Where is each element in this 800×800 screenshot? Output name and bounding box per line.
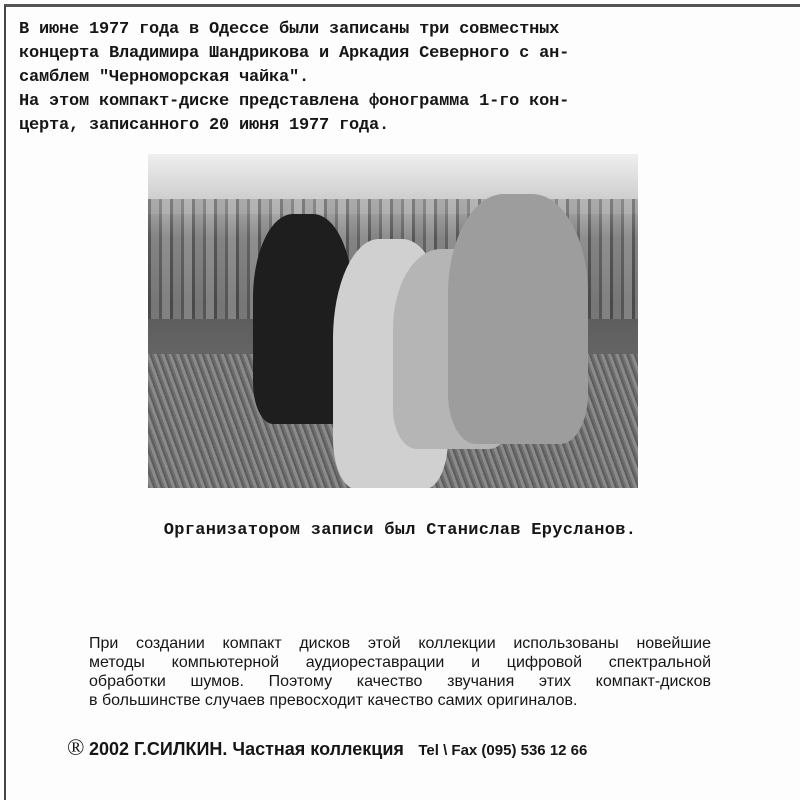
- note-line: обработки шумов. Поэтому качество звучания этих компакт-дисков: [89, 673, 711, 690]
- intro-text: [19, 18, 794, 138]
- restoration-note: [89, 634, 711, 710]
- intro-line: концерта Владимира Шандрикова и Аркадия Северного с ан-: [19, 44, 570, 63]
- photo-figure-wolf: [448, 194, 588, 444]
- registered-icon: ®: [67, 735, 85, 760]
- photo-caption: Организатором записи был Станислав Ерусланов.: [163, 521, 637, 540]
- note-line: в большинстве случаев превосходит качество самих оригиналов.: [89, 692, 578, 709]
- copyright-text: 2002 Г.СИЛКИН. Частная коллекция: [88, 739, 404, 759]
- group-photo: [148, 154, 638, 488]
- intro-line: В июне 1977 года в Одессе были записаны три совместных: [19, 20, 560, 39]
- contact-phone: Tel \ Fax (095) 536 12 66: [418, 742, 588, 759]
- note-line: методы компьютерной аудиореставрации и цифровой спектральной: [89, 654, 711, 671]
- intro-line: церта, записанного 20 июня 1977 года.: [19, 116, 390, 135]
- note-line: При создании компакт дисков этой коллекции использованы новейшие: [89, 635, 711, 652]
- footer: [67, 735, 587, 761]
- intro-line: На этом компакт-диске представлена фонограмма 1-го кон-: [19, 92, 570, 111]
- intro-line: самблем "Черноморская чайка".: [19, 68, 310, 87]
